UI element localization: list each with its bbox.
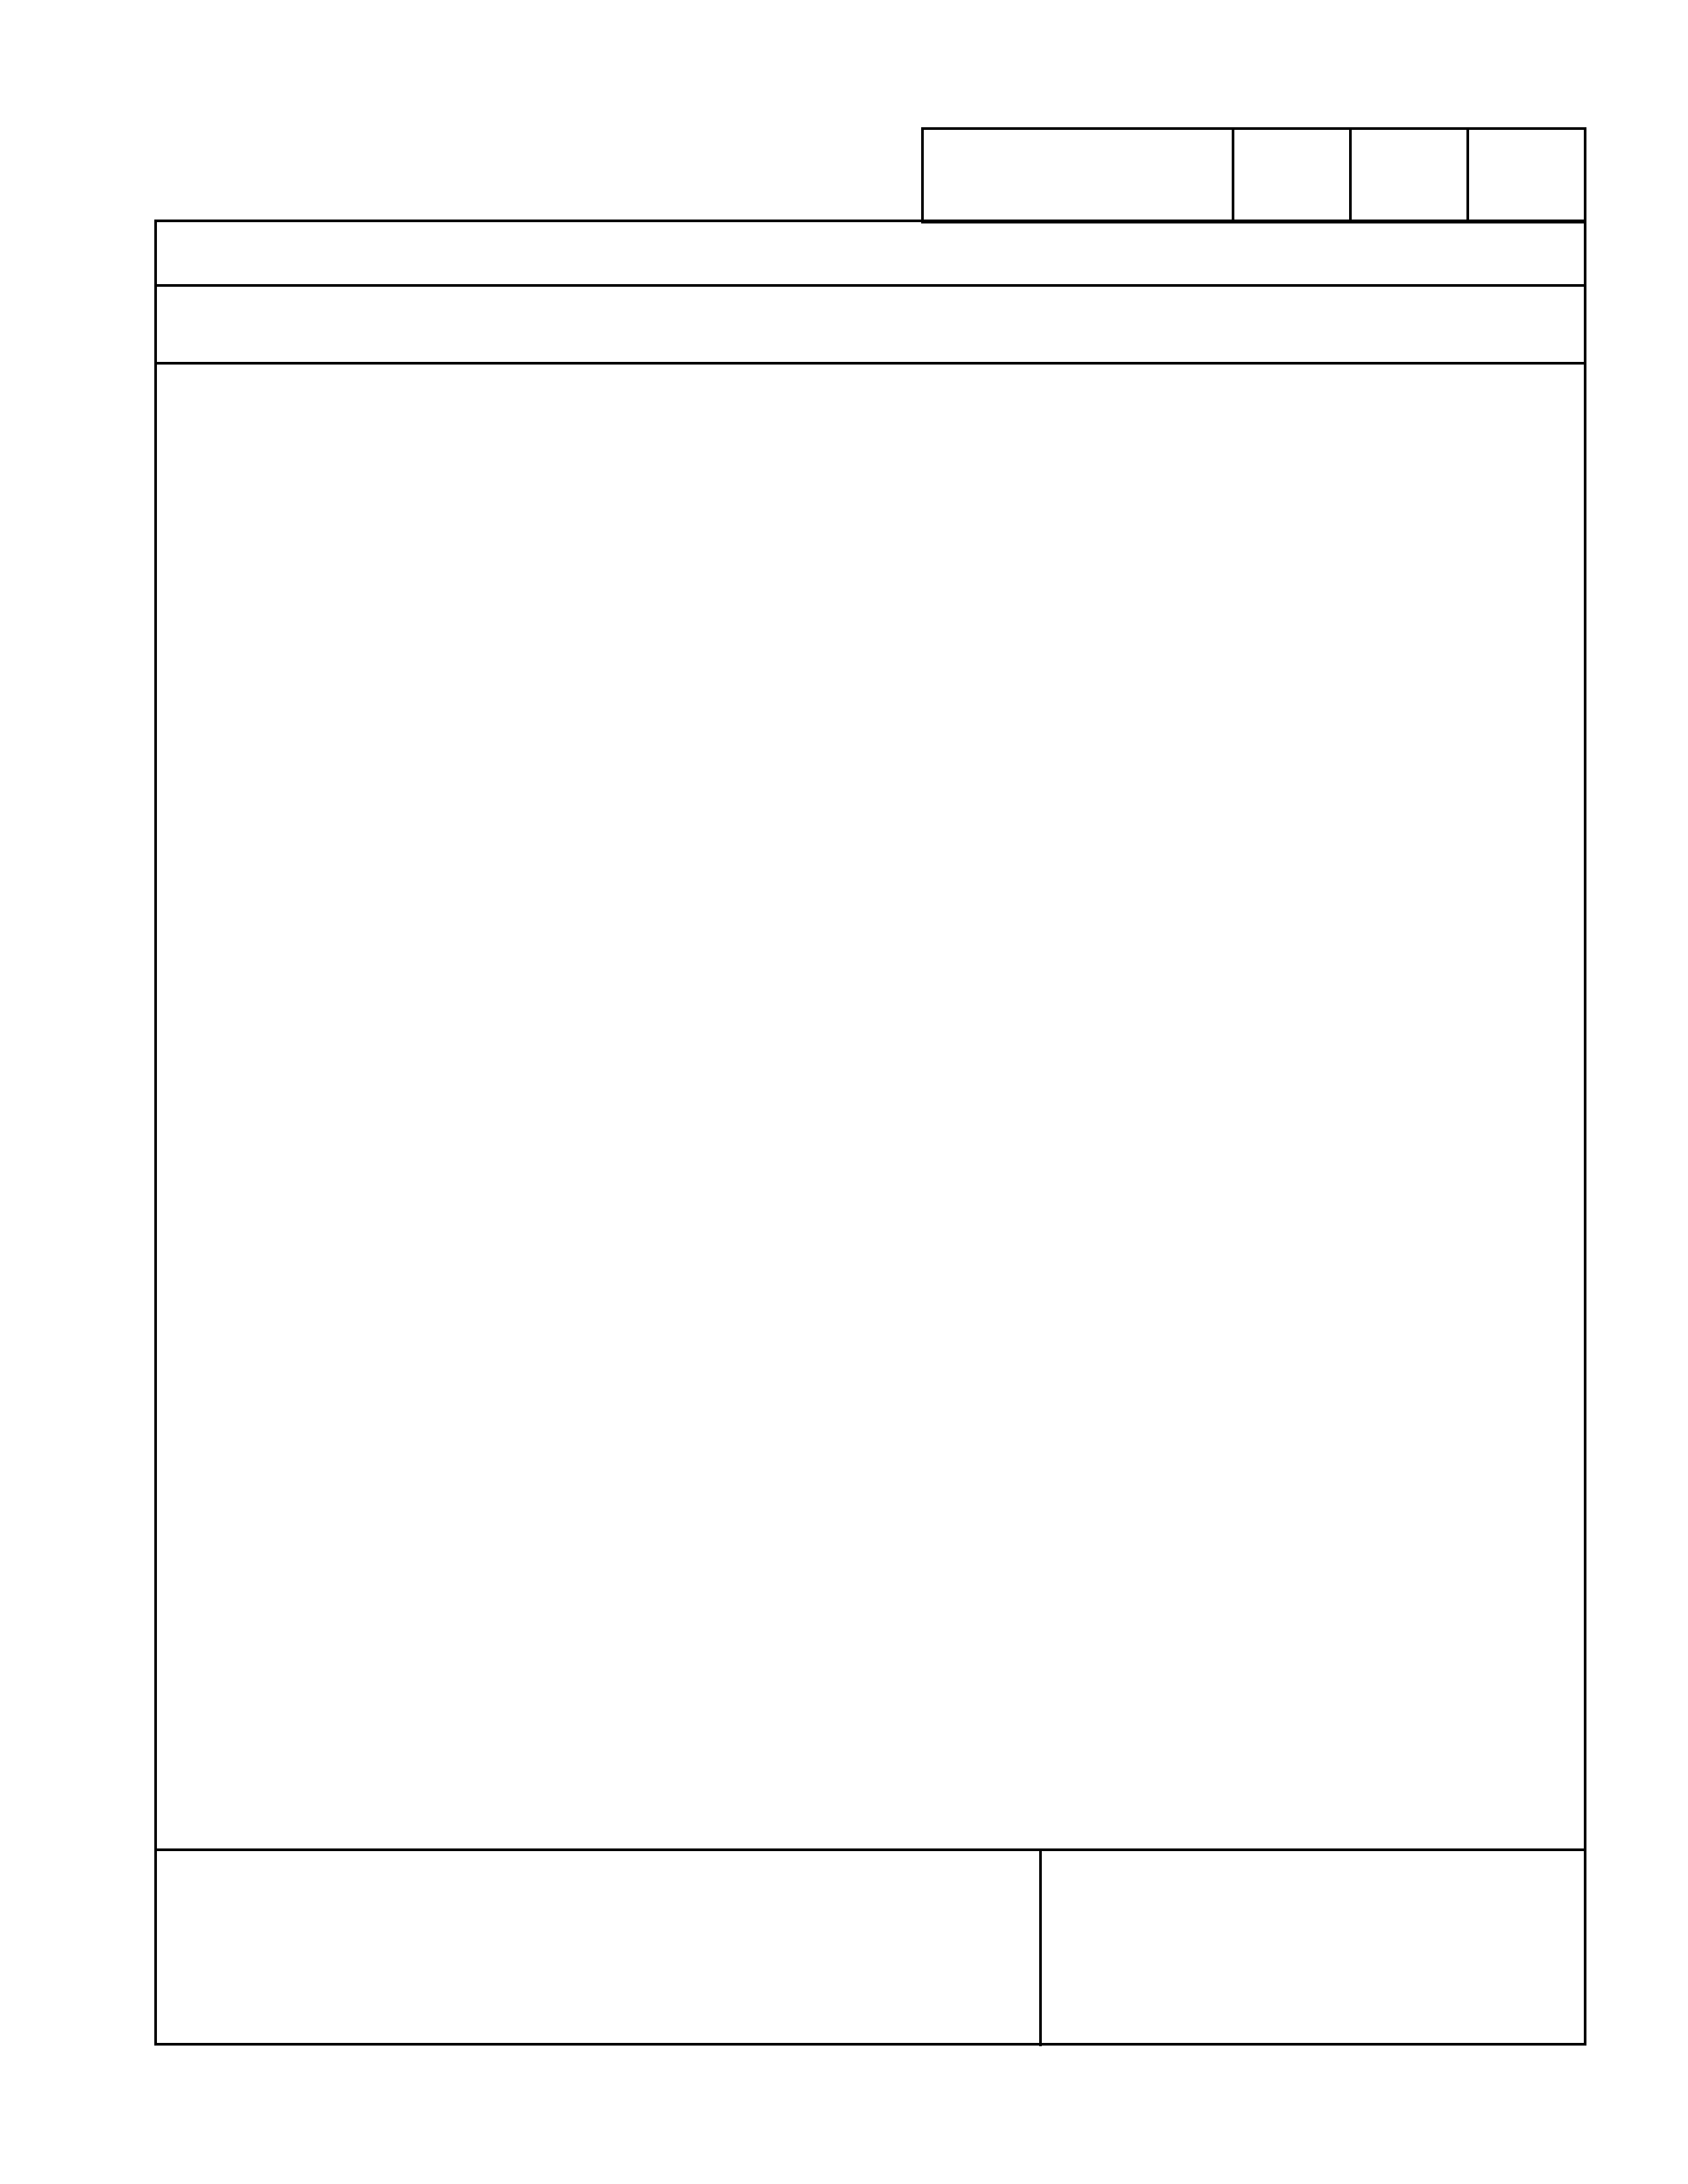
title-divider [157,284,1584,287]
date-cell [1466,127,1586,223]
parts-list-frame [154,220,1586,2046]
page-number-cell [1349,127,1469,223]
footer-separator [1039,1848,1042,2046]
footer-divider [157,1848,1584,1851]
header-divider [157,362,1584,365]
blank-header-cell [1232,127,1352,223]
section-number-cell [921,127,1234,223]
